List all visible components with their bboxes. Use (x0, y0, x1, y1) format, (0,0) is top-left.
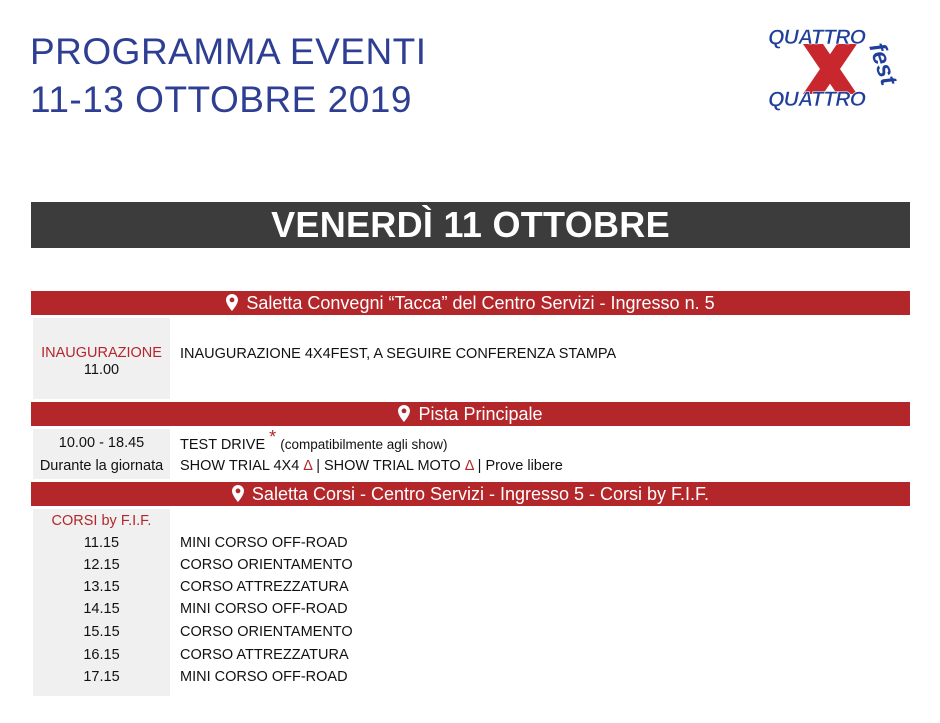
section-heading-text: Pista Principale (418, 404, 543, 424)
course-time: 13.15 (83, 579, 120, 595)
day-banner: VENERDÌ 11 OTTOBRE (31, 202, 910, 248)
event-description: INAUGURAZIONE 4X4FEST, A SEGUIRE CONFERENZA STAMPA (180, 346, 617, 362)
course-title: CORSO ATTREZZATURA (180, 579, 349, 595)
location-pin-icon (232, 485, 244, 502)
svg-text:QUATTRO: QUATTRO (768, 88, 866, 111)
course-title: MINI CORSO OFF-ROAD (180, 535, 348, 551)
group-label: CORSI by F.I.F. (51, 513, 152, 529)
event-time: Durante la giornata (39, 458, 164, 474)
event-part: | SHOW TRIAL MOTO (316, 458, 461, 474)
section-heading-saletta-corsi (31, 482, 910, 506)
course-time: 17.15 (83, 669, 120, 685)
course-title: MINI CORSO OFF-ROAD (180, 601, 348, 617)
location-pin-icon (226, 294, 238, 311)
title-line-2: 11-13 OTTOBRE 2019 (30, 79, 412, 120)
section-heading-pista-principale (31, 402, 910, 426)
event-title: TEST DRIVE (180, 437, 266, 453)
section-heading-saletta-convegni (31, 291, 910, 315)
event-time: 10.00 - 18.45 (58, 435, 145, 451)
course-title: CORSO ORIENTAMENTO (180, 557, 353, 573)
course-time: 12.15 (83, 557, 120, 573)
page-title (30, 28, 427, 124)
quattro-fest-logo (765, 22, 903, 114)
title-line-1: PROGRAMMA EVENTI (30, 31, 427, 72)
event-description (180, 427, 448, 456)
section-heading-text: Saletta Corsi - Centro Servizi - Ingresso 5 - Corsi by F.I.F. (251, 484, 710, 504)
delta-mark: Δ (464, 458, 474, 474)
delta-mark: Δ (303, 458, 313, 474)
course-time: 15.15 (83, 624, 120, 640)
event-description (180, 455, 563, 477)
course-title: CORSO ORIENTAMENTO (180, 624, 353, 640)
asterisk-mark: * (269, 427, 277, 447)
course-time: 16.15 (83, 647, 120, 663)
section-heading-text: Saletta Convegni “Tacca” del Centro Servizi - Ingresso n. 5 (246, 293, 715, 313)
event-note: (compatibilmente agli show) (280, 437, 448, 452)
event-part: SHOW TRIAL 4X4 (180, 458, 300, 474)
course-title: CORSO ATTREZZATURA (180, 647, 349, 663)
event-time-label: INAUGURAZIONE (41, 345, 162, 361)
event-part: | Prove libere (477, 458, 563, 474)
svg-text:fest: fest (863, 39, 903, 89)
location-pin-icon (398, 405, 410, 422)
course-time: 14.15 (83, 601, 120, 617)
course-title: MINI CORSO OFF-ROAD (180, 669, 348, 685)
event-time: 11.00 (83, 362, 120, 378)
course-time: 11.15 (83, 535, 120, 551)
svg-text:QUATTRO: QUATTRO (768, 26, 866, 49)
